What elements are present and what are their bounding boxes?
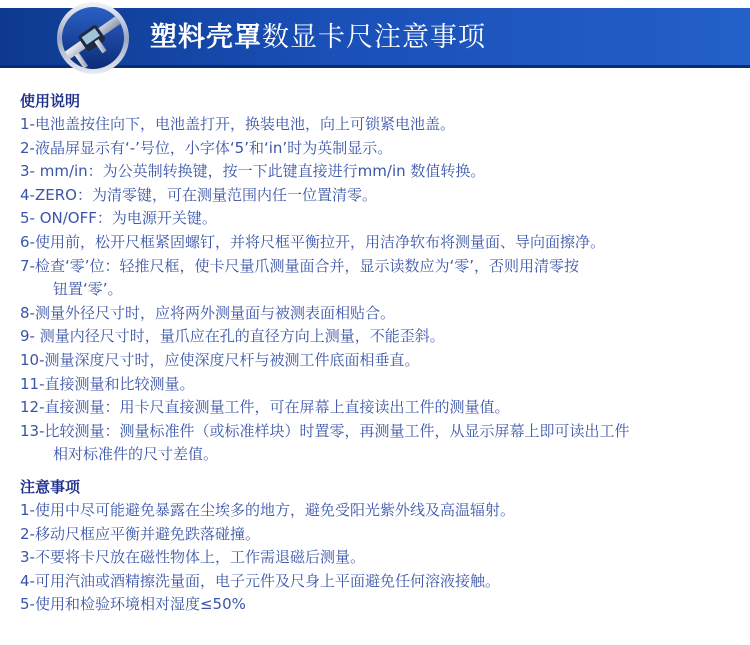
title-bold-part: 塑料壳罩 (150, 22, 262, 53)
list-item-text: 7-检查‘零’位：轻推尺框，使卡尺量爪测量面合并，显示读数应为‘零’，否则用清零按 (20, 256, 580, 275)
list-item-text: 3- mm/in：为公英制转换键，按一下此键直接进行mm/in 数值转换。 (20, 162, 486, 181)
list-item (20, 523, 738, 547)
list-item (20, 302, 738, 326)
title-rest-part: 数显卡尺注意事项 (262, 22, 486, 53)
list-item (20, 570, 738, 594)
list-item-text: 2-液晶屏显示有‘-’号位，小字体‘5’和‘in’时为英制显示。 (20, 138, 393, 157)
list-item-text: 3-不要将卡尺放在磁性物体上，工作需退磁后测量。 (20, 548, 365, 567)
list-item-text: 1-使用中尽可能避免暴露在尘埃多的地方，避免受阳光紫外线及高温辐射。 (20, 500, 515, 519)
list-item-text: 4-可用汽油或酒精擦洗量面，电子元件及尺身上平面避免任何溶液接触。 (20, 571, 500, 590)
list-item (20, 255, 738, 302)
list-item (20, 137, 738, 161)
list-item (20, 420, 738, 467)
notes-section (20, 476, 738, 617)
list-item (20, 160, 738, 184)
list-item-text: 10-测量深度尺寸时，应使深度尺杆与被测工件底面相垂直。 (20, 350, 420, 369)
content (20, 90, 738, 617)
notes-list (20, 499, 738, 617)
list-item (20, 113, 738, 137)
page-title (150, 8, 486, 68)
list-item (20, 325, 738, 349)
list-item-text: 2-移动尺框应平衡并避免跌落碰撞。 (20, 524, 260, 543)
notes-heading: 注意事项 (20, 477, 81, 496)
usage-list (20, 113, 738, 467)
list-item-text: 8-测量外径尺寸时，应将两外测量面与被测表面相贴合。 (20, 303, 395, 322)
list-item-text: 12-直接测量：用卡尺直接测量工件，可在屏幕上直接读出工件的测量值。 (20, 398, 510, 417)
list-item (20, 546, 738, 570)
list-item-text: 5-使用和检验环境相对湿度≤50% (20, 595, 246, 614)
list-item-text: 4-ZERO：为清零键，可在测量范围内任一位置清零。 (20, 185, 377, 204)
list-item-text: 5- ON/OFF：为电源开关键。 (20, 209, 217, 228)
list-item-text: 1-电池盖按住向下，电池盖打开，换装电池，向上可锁紧电池盖。 (20, 115, 455, 133)
list-item (20, 207, 738, 231)
list-item-text: 13-比较测量：测量标准件（或标准样块）时置零，再测量工件，从显示屏幕上即可读出工件 (20, 421, 630, 440)
list-item (20, 396, 738, 420)
list-item-text: 6-使用前，松开尺框紧固螺钉，并将尺框平衡拉开，用洁净软布将测量面、导向面擦净。 (20, 232, 605, 251)
usage-section (20, 90, 738, 467)
list-item (20, 231, 738, 255)
list-item-continuation: 相对标准件的尺寸差值。 (53, 445, 219, 464)
list-item-continuation: 钮置‘零’。 (53, 280, 123, 299)
list-item (20, 593, 738, 617)
caliper-emblem-icon (48, 0, 138, 76)
list-item (20, 499, 738, 523)
list-item (20, 184, 738, 208)
header-banner (0, 0, 750, 78)
usage-heading: 使用说明 (20, 92, 81, 110)
list-item (20, 373, 738, 397)
list-item-text: 11-直接测量和比较测量。 (20, 374, 195, 393)
list-item-text: 9- 测量内径尺寸时，量爪应在孔的直径方向上测量，不能歪斜。 (20, 327, 445, 346)
list-item (20, 349, 738, 373)
